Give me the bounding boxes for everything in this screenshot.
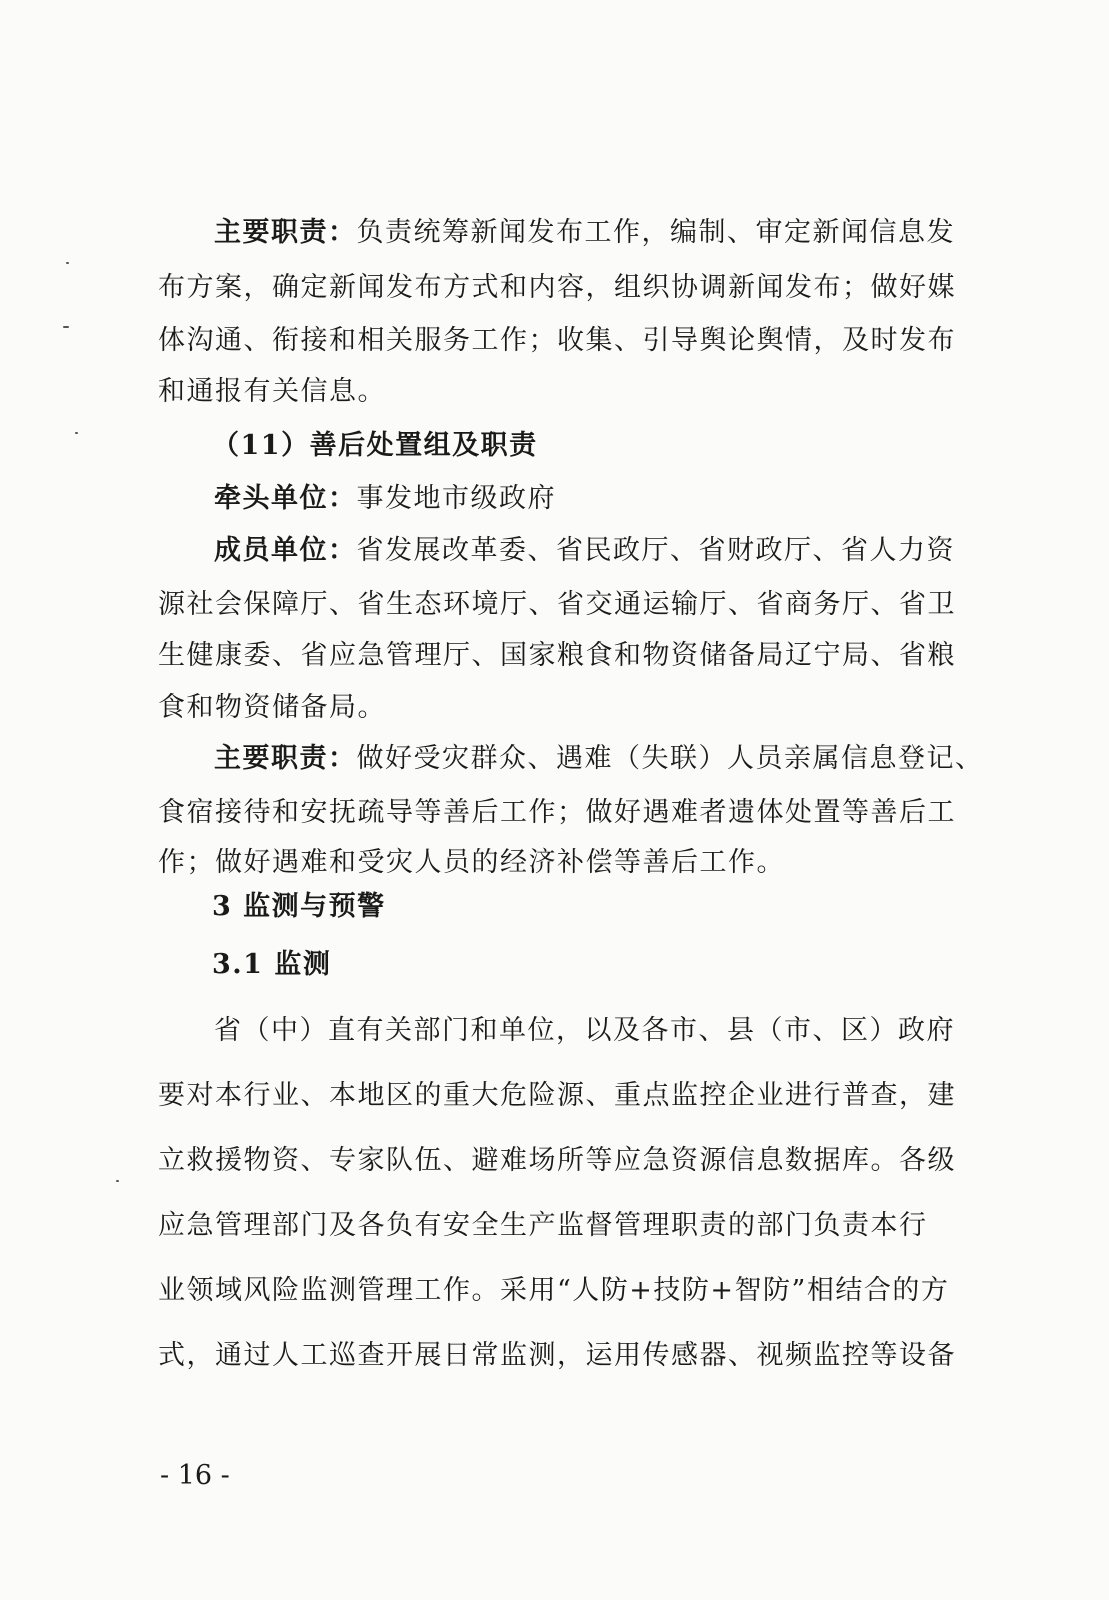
scan-speck: [75, 432, 78, 434]
press-duty-line-1: 主要职责：负责统筹新闻发布工作，编制、审定新闻信息发: [214, 217, 955, 248]
press-duty-line-4: 和通报有关信息。: [158, 376, 386, 407]
aftermath-duty-label: 主要职责：: [214, 743, 357, 774]
scan-speck: [63, 326, 69, 328]
lead-unit-value: 事发地市级政府: [356, 483, 556, 514]
member-unit-line-3: 生健康委、省应急管理厅、国家粮食和物资储备局辽宁局、省粮: [158, 640, 956, 671]
aftermath-group-title: （11）善后处置组及职责: [212, 430, 538, 461]
member-unit-line-1: 成员单位：省发展改革委、省民政厅、省财政厅、省人力资: [214, 535, 955, 566]
monitoring-paragraph-line-3: 立救援物资、专家队伍、避难场所等应急资源信息数据库。各级: [158, 1145, 956, 1176]
aftermath-duty-line-1: 主要职责：做好受灾群众、遇难（失联）人员亲属信息登记、: [214, 743, 984, 774]
page-number: - 16 -: [160, 1460, 230, 1491]
member-unit-line-4: 食和物资储备局。: [158, 692, 386, 723]
scan-speck: [66, 262, 69, 264]
monitoring-paragraph-line-4: 应急管理部门及各负有安全生产监督管理职责的部门负责本行: [158, 1210, 928, 1241]
monitoring-paragraph-line-5: 业领域风险监测管理工作。采用“人防+技防+智防”相结合的方: [158, 1275, 950, 1306]
aftermath-duty-line-3: 作；做好遇难和受灾人员的经济补偿等善后工作。: [158, 847, 785, 878]
monitoring-paragraph-line-1: 省（中）直有关部门和单位，以及各市、县（市、区）政府: [214, 1015, 955, 1046]
lead-unit-label: 牵头单位：: [214, 483, 357, 514]
press-duty-line-2: 布方案，确定新闻发布方式和内容，组织协调新闻发布；做好媒: [158, 272, 956, 303]
subsection-heading-monitoring: 3.1 监测: [212, 949, 332, 980]
press-duty-line-3: 体沟通、衔接和相关服务工作；收集、引导舆论舆情，及时发布: [158, 325, 956, 356]
monitoring-paragraph-line-6: 式，通过人工巡查开展日常监测，运用传感器、视频监控等设备: [158, 1340, 956, 1371]
member-unit-label: 成员单位：: [214, 535, 357, 566]
aftermath-duty-line-2: 食宿接待和安抚疏导等善后工作；做好遇难者遗体处置等善后工: [158, 797, 956, 828]
press-duty-label: 主要职责：: [214, 217, 357, 248]
section-heading-monitoring-warning: 3 监测与预警: [212, 891, 386, 922]
member-unit-line-2: 源社会保障厅、省生态环境厅、省交通运输厅、省商务厅、省卫: [158, 589, 956, 620]
monitoring-paragraph-line-2: 要对本行业、本地区的重大危险源、重点监控企业进行普查，建: [158, 1080, 956, 1111]
lead-unit-line: [214, 476, 1029, 515]
scan-speck: [116, 1180, 119, 1182]
